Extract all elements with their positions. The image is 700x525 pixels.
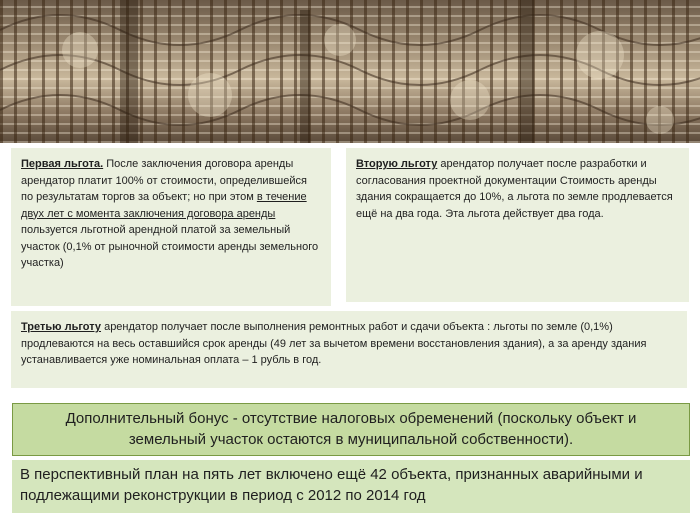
first-benefit-box [11, 148, 331, 306]
first-benefit-text: После заключения договора аренды арендатор платит 100% от стоимости, определившейся по результатам торгов за объект; но при этом [21, 158, 307, 203]
first-benefit-underlined: в течение двух лет с момента заключения договора аренды [21, 191, 307, 220]
second-benefit-text: арендатор получает после разработки и согласования проектной документации Стоимость аренды здания сокращается до 10%, а льгота по земле продлевается ещё на два года. Эта льгота действует два года. [356, 158, 673, 220]
five-year-plan-text: В перспективный план на пять лет включено ещё 42 объекта, признанных аварийными и подлежащими реконструкции в период с 2012 по 2014 год [20, 466, 643, 504]
second-benefit-lead: Вторую льготу [356, 158, 438, 170]
third-benefit-box [11, 311, 687, 388]
additional-bonus-text: Дополнительный бонус - отсутствие налоговых обременений (поскольку объект и земельный участок остаются в муниципальной собственности). [65, 410, 637, 448]
carved-wood-facade-photo [0, 0, 700, 143]
first-benefit-lead: Первая льгота. [21, 158, 104, 170]
additional-bonus-box [12, 403, 690, 456]
first-benefit-text-end: пользуется льготной арендной платой за земельный участок (0,1% от рыночной стоимости аренды земельного участка) [21, 224, 319, 269]
second-benefit-box [346, 148, 689, 302]
carved-ornament-icon [0, 0, 700, 143]
third-benefit-text: арендатор получает после выполнения ремонтных работ и сдачи объекта : льготы по земле (0,1%) продлеваются на весь оставшийся срок аренды (49 лет за вычетом времени восстановления здания), а за аренду здания устанавливается уже номинальная оплата – 1 рубль в год. [21, 321, 647, 366]
five-year-plan-box [12, 460, 690, 513]
third-benefit-lead: Третью льготу [21, 321, 102, 333]
